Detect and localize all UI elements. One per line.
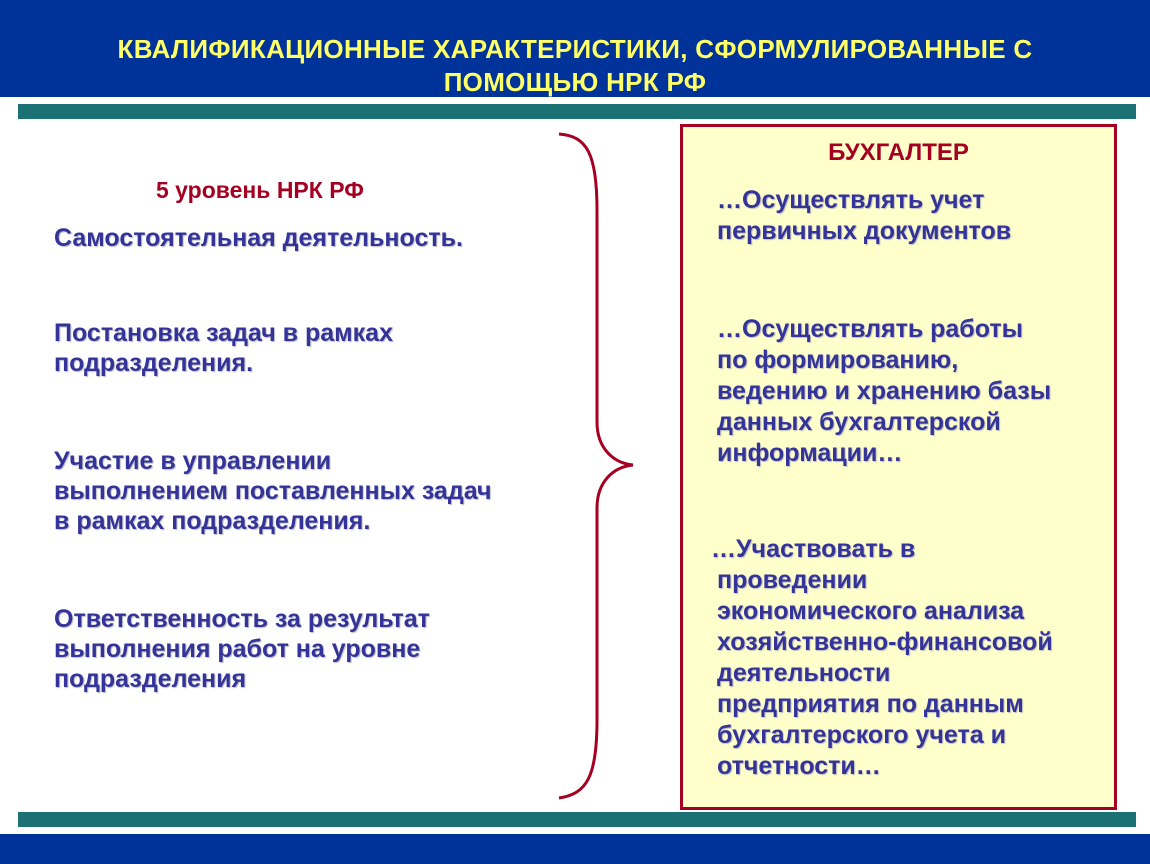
- duty-line: предприятия по данным: [717, 690, 1024, 718]
- duty-line: первичных документов: [717, 217, 1012, 245]
- qualification-line: Ответственность за результат: [54, 605, 430, 633]
- qualification-item-responsibility: [54, 604, 574, 694]
- slide-title-line-2: ПОМОЩЬЮ НРК РФ: [443, 67, 707, 97]
- accountant-box: [680, 124, 1117, 810]
- level-title: 5 уровень НРК РФ: [156, 177, 364, 203]
- accountant-title: БУХГАЛТЕР: [828, 139, 969, 166]
- qualification-line: выполнения работ на уровне: [54, 635, 421, 663]
- curly-brace: [553, 130, 643, 802]
- duty-line: проведении: [717, 566, 868, 594]
- duty-line: экономического анализа: [717, 597, 1025, 625]
- qualification-item-management: [54, 446, 574, 536]
- qualification-line: в рамках подразделения.: [54, 507, 371, 535]
- duty-line: деятельности: [717, 659, 891, 687]
- qualification-line: подразделения.: [54, 349, 254, 377]
- slide-title-line-1: КВАЛИФИКАЦИОННЫЕ ХАРАКТЕРИСТИКИ, СФОРМУЛИРОВАННЫЕ С: [117, 34, 1033, 64]
- qualification-line: подразделения: [54, 665, 247, 693]
- duty-economic-analysis: [711, 534, 1111, 782]
- duty-line: хозяйственно-финансовой: [717, 628, 1053, 656]
- qualification-line: Постановка задач в рамках: [54, 319, 393, 347]
- slide-title: [0, 33, 1150, 99]
- duty-primary-documents: [717, 185, 1117, 247]
- bottom-divider: [18, 812, 1136, 827]
- duty-line: отчетности…: [717, 752, 881, 780]
- duty-line: ведению и хранению базы: [717, 377, 1052, 405]
- qualification-line: Участие в управлении: [54, 447, 332, 475]
- footer-bar: [0, 834, 1150, 864]
- duty-line: …Участвовать в: [711, 535, 916, 563]
- duty-line: по формированию,: [717, 346, 959, 374]
- duty-line: информации…: [717, 439, 903, 467]
- qualification-line: выполнением поставленных задач: [54, 477, 492, 505]
- qualification-line: Самостоятельная деятельность.: [54, 224, 463, 252]
- top-divider: [18, 104, 1136, 119]
- duty-line: данных бухгалтерской: [717, 408, 1001, 436]
- duty-line: …Осуществлять учет: [717, 186, 985, 214]
- qualification-item-autonomy: [54, 223, 574, 253]
- duty-line: …Осуществлять работы: [717, 315, 1023, 343]
- duty-database: [717, 314, 1117, 469]
- qualification-item-tasks: [54, 318, 574, 378]
- duty-line: бухгалтерского учета и: [717, 721, 1006, 749]
